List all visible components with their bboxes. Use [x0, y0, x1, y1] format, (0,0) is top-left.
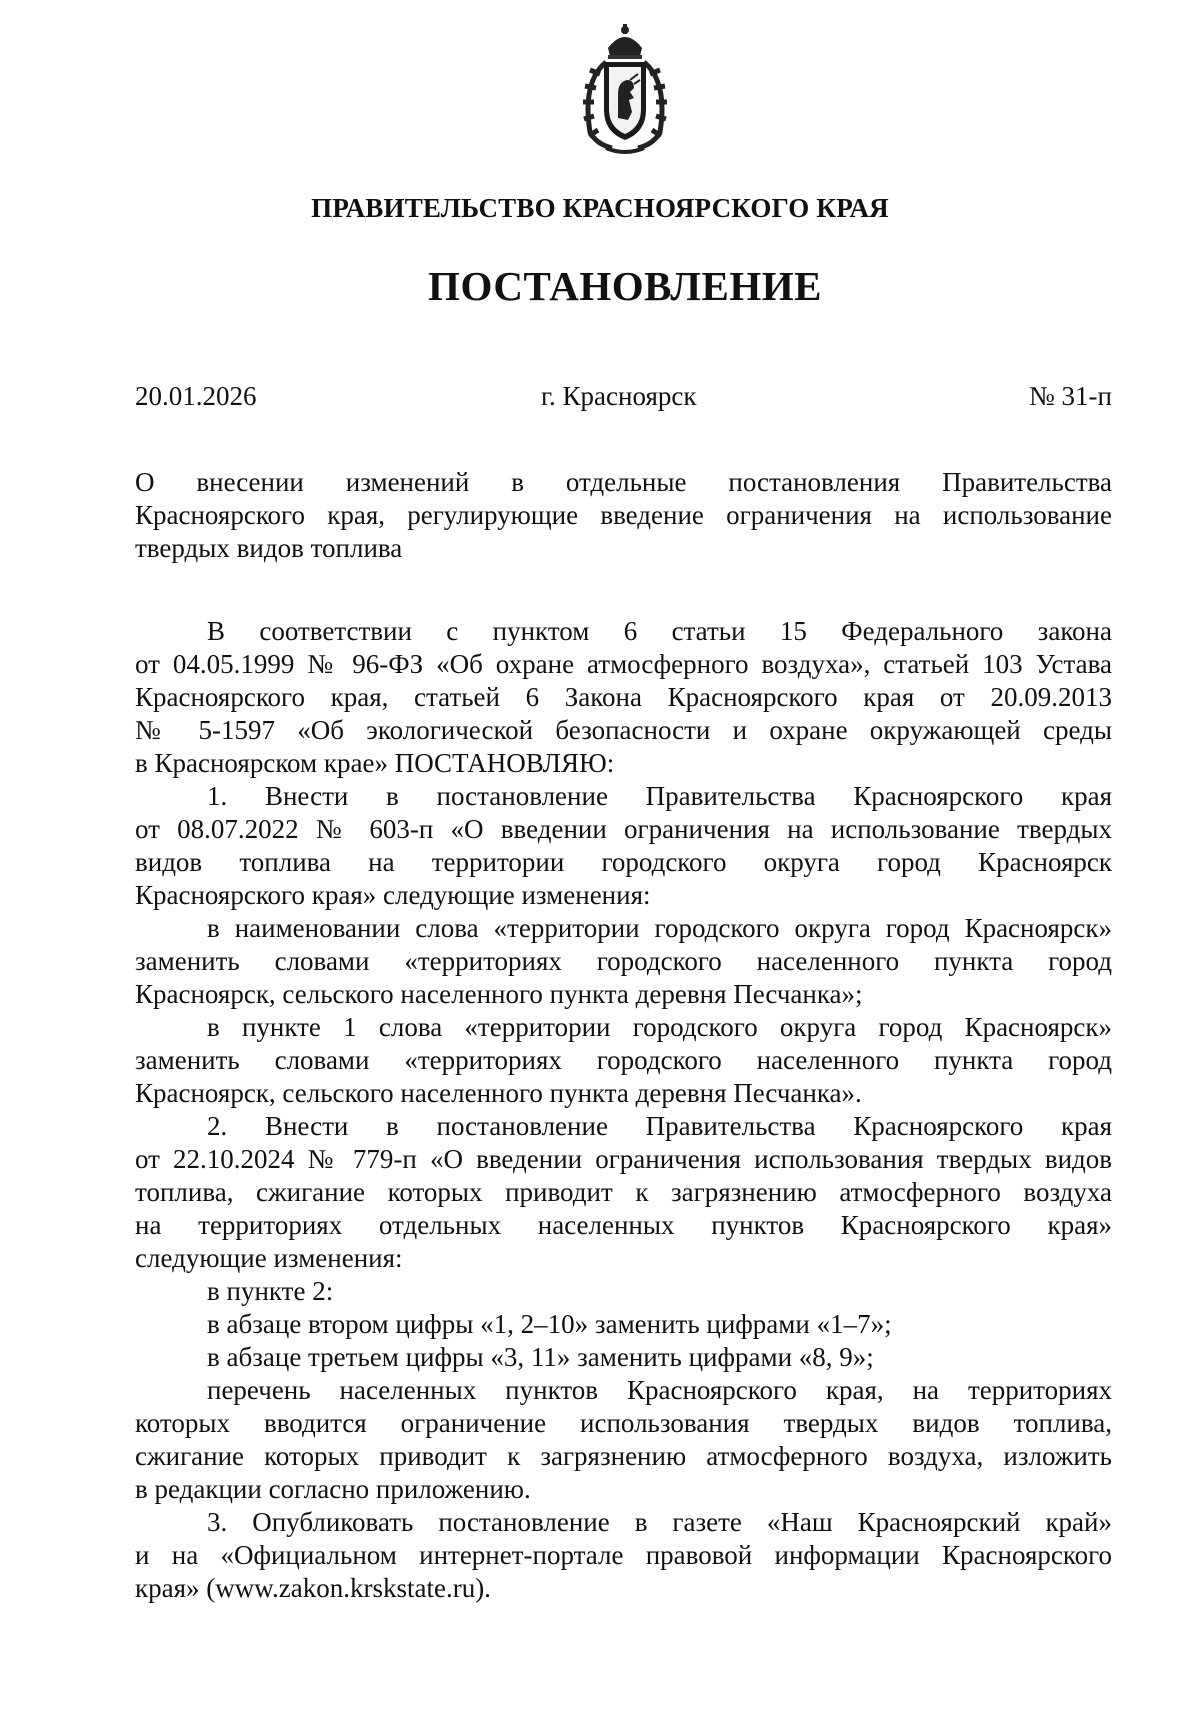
item-2c-line: сжигание которых приводит к загрязнению атмосферного воздуха, изложить	[135, 1441, 1112, 1471]
document-city: г. Красноярск	[541, 381, 697, 411]
item-2c-line: которых вводится ограничение использования твердых видов топлива,	[135, 1408, 1112, 1438]
item-1b-line: Красноярск, сельского населенного пункта деревня Песчанка».	[135, 1078, 862, 1108]
item-1-line: от 08.07.2022 № 603-п «О введении ограничения на использование твердых	[135, 814, 1112, 844]
item-2-line: топлива, сжигание которых приводит к загрязнению атмосферного воздуха	[135, 1177, 1112, 1207]
item-2-point: в пункте 2:	[207, 1276, 334, 1306]
authority-name: ПРАВИТЕЛЬСТВО КРАСНОЯРСКОГО КРАЯ	[311, 193, 889, 223]
subject-line: Красноярского края, регулирующие введение ограничения на использование	[135, 500, 1112, 530]
item-1b-line: заменить словами «территориях городского населенного пункта город	[135, 1045, 1112, 1075]
item-2-line: следующие изменения:	[135, 1243, 403, 1273]
document-subject	[135, 466, 1112, 565]
item-1-line: Красноярского края» следующие изменения:	[135, 880, 651, 910]
preamble-line: Красноярского края, статьей 6 Закона Красноярского края от 20.09.2013	[135, 682, 1112, 712]
item-1-line: видов топлива на территории городского округа город Красноярск	[135, 847, 1112, 877]
document-date: 20.01.2026	[135, 381, 257, 411]
document-number: № 31-п	[1029, 381, 1112, 411]
preamble-line: № 5-1597 «Об экологической безопасности и охране окружающей среды	[135, 715, 1112, 745]
preamble-line: от 04.05.1999 № 96-ФЗ «Об охране атмосферного воздуха», статьей 103 Устава	[135, 649, 1112, 679]
preamble-line: В соответствии с пунктом 6 статьи 15 Федерального закона	[207, 616, 1112, 646]
document-type-title: ПОСТАНОВЛЕНИЕ	[428, 263, 822, 309]
item-1a-line: в наименовании слова «территории городского округа город Красноярск»	[207, 913, 1112, 943]
subject-line: твердых видов топлива	[135, 533, 403, 563]
item-2-line: 2. Внести в постановление Правительства Красноярского края	[207, 1111, 1112, 1141]
preamble-line: в Красноярском крае» ПОСТАНОВЛЯЮ:	[135, 748, 615, 778]
item-2-line: от 22.10.2024 № 779-п «О введении ограничения использования твердых видов	[135, 1144, 1112, 1174]
document-body	[135, 615, 1112, 1605]
item-1-line: 1. Внести в постановление Правительства Красноярского края	[207, 781, 1112, 811]
item-2b-line: в абзаце третьем цифры «3, 11» заменить цифрами «8, 9»;	[207, 1342, 874, 1372]
item-3-line: и на «Официальном интернет-портале правовой информации Красноярского	[135, 1540, 1112, 1570]
item-3-line: 3. Опубликовать постановление в газете «Наш Красноярский край»	[207, 1507, 1112, 1537]
item-1b-line: в пункте 1 слова «территории городского округа город Красноярск»	[207, 1012, 1112, 1042]
krasnoyarsk-coat-of-arms-icon	[572, 22, 678, 156]
item-1a-line: Красноярск, сельского населенного пункта деревня Песчанка»;	[135, 979, 863, 1009]
item-2c-line: в редакции согласно приложению.	[135, 1474, 531, 1504]
item-1a-line: заменить словами «территориях городского населенного пункта город	[135, 946, 1112, 976]
item-2a-line: в абзаце втором цифры «1, 2–10» заменить цифрами «1–7»;	[207, 1309, 892, 1339]
item-3-line: края» (www.zakon.krskstate.ru).	[135, 1573, 491, 1603]
document-meta	[135, 381, 1112, 412]
item-2c-line: перечень населенных пунктов Красноярского края, на территориях	[207, 1375, 1112, 1405]
subject-line: О внесении изменений в отдельные постановления Правительства	[135, 467, 1112, 497]
item-2-line: на территориях отдельных населенных пунктов Красноярского края»	[135, 1210, 1112, 1240]
